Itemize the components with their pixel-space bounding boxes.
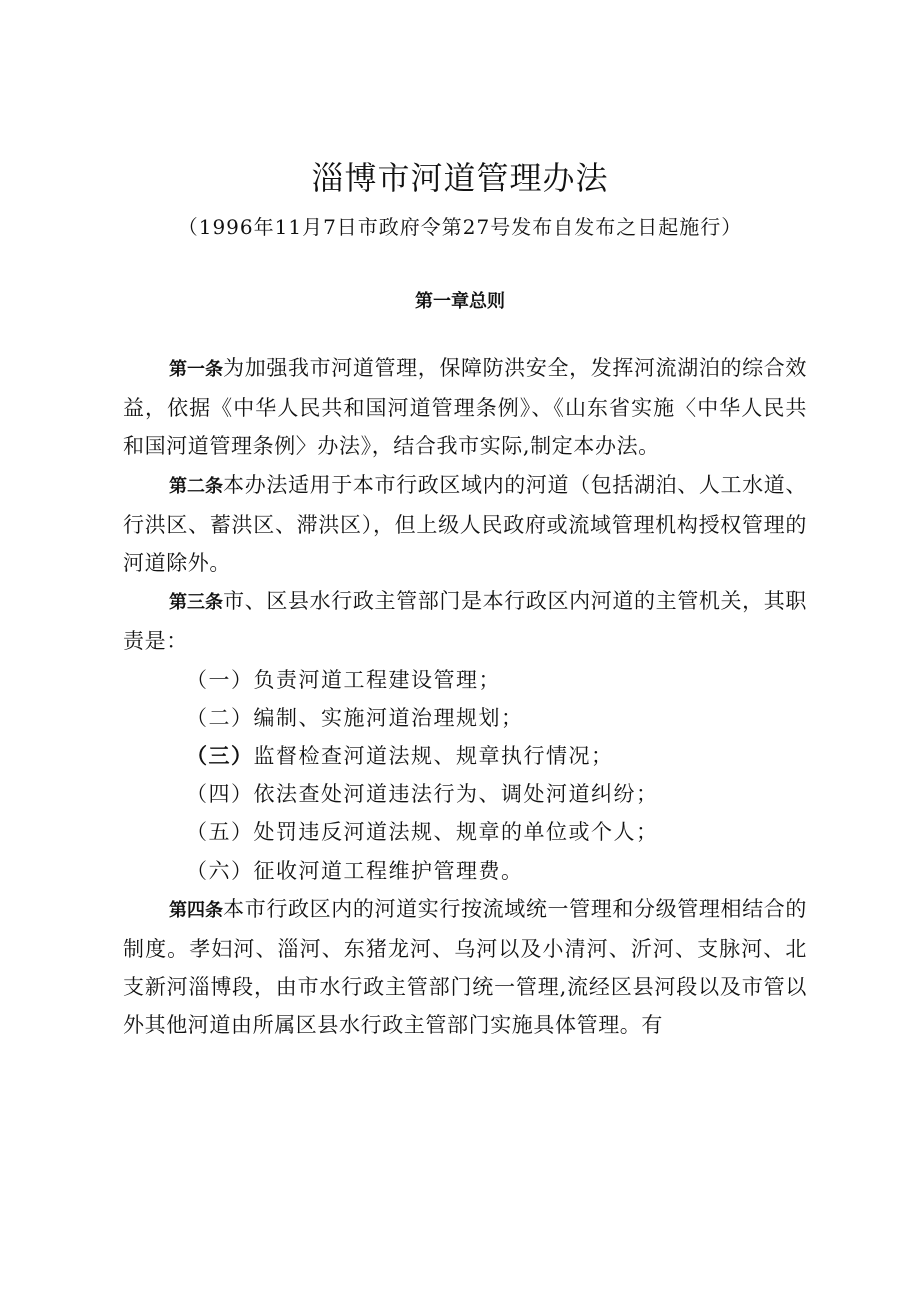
duty-text: 征收河道工程维护管理费。 xyxy=(253,858,524,883)
article-label: 第三条 xyxy=(169,592,224,614)
duty-text: 编制、实施河道治理规划； xyxy=(253,705,524,730)
duty-prefix: （一） xyxy=(186,667,254,692)
duty-prefix: （二） xyxy=(186,705,254,730)
document-body xyxy=(123,349,807,1045)
duty-text: 负责河道工程建设管理； xyxy=(253,667,501,692)
duty-prefix: （四） xyxy=(186,782,254,807)
duty-text: 处罚违反河道法规、规章的单位或个人； xyxy=(253,820,659,845)
article-text: 本市行政区内的河道实行按流域统一管理和分级管理相结合的制度。孝妇河、淄河、东猪龙河、乌河以及小清河、沂河、支脉河、北支新河淄博段，由市水行政主管部门统一管理,流经区县河段以及市管以外其他河道由所属区县水行政主管部门实施具体管理。有 xyxy=(123,896,808,1038)
duty-item xyxy=(123,661,807,699)
article-1 xyxy=(123,349,807,466)
article-text: 本办法适用于本市行政区域内的河道（包括湖泊、人工水道、行洪区、蓄洪区、滞洪区），但上级人民政府或流域管理机构授权管理的河道除外。 xyxy=(123,472,808,576)
duty-prefix: （五） xyxy=(186,820,254,845)
duty-item xyxy=(123,737,807,775)
article-label: 第四条 xyxy=(169,899,224,921)
duty-item xyxy=(123,775,807,813)
document-title: 淄博市河道管理办法 xyxy=(311,159,609,197)
duty-text: 依法查处河道违法行为、调处河道纠纷； xyxy=(253,782,659,807)
document-subtitle: （1996年11月7日市政府令第27号发布自发布之日起施行） xyxy=(177,215,743,239)
duty-prefix: （六） xyxy=(186,858,254,883)
article-label: 第一条 xyxy=(169,359,224,380)
article-3 xyxy=(123,582,807,660)
article-text: 为加强我市河道管理，保障防洪安全，发挥河流湖泊的综合效益，依据《中华人民共和国河道管理条例》、《山东省实施〈中华人民共和国河道管理条例〉办法》，结合我市实际,制定本办法。 xyxy=(123,356,808,459)
article-2 xyxy=(123,466,807,583)
article-label: 第二条 xyxy=(169,475,224,497)
duty-text: 监督检查河道法规、规章执行情况； xyxy=(253,744,614,769)
duty-item xyxy=(123,852,807,890)
duty-item xyxy=(123,699,807,737)
chapter-heading: 第一章总则 xyxy=(415,291,505,312)
article-4 xyxy=(123,890,807,1045)
duty-prefix: （三） xyxy=(186,743,254,769)
duty-item xyxy=(123,813,807,851)
article-text: 市、区县水行政主管部门是本行政区内河道的主管机关，其职责是： xyxy=(123,589,808,654)
